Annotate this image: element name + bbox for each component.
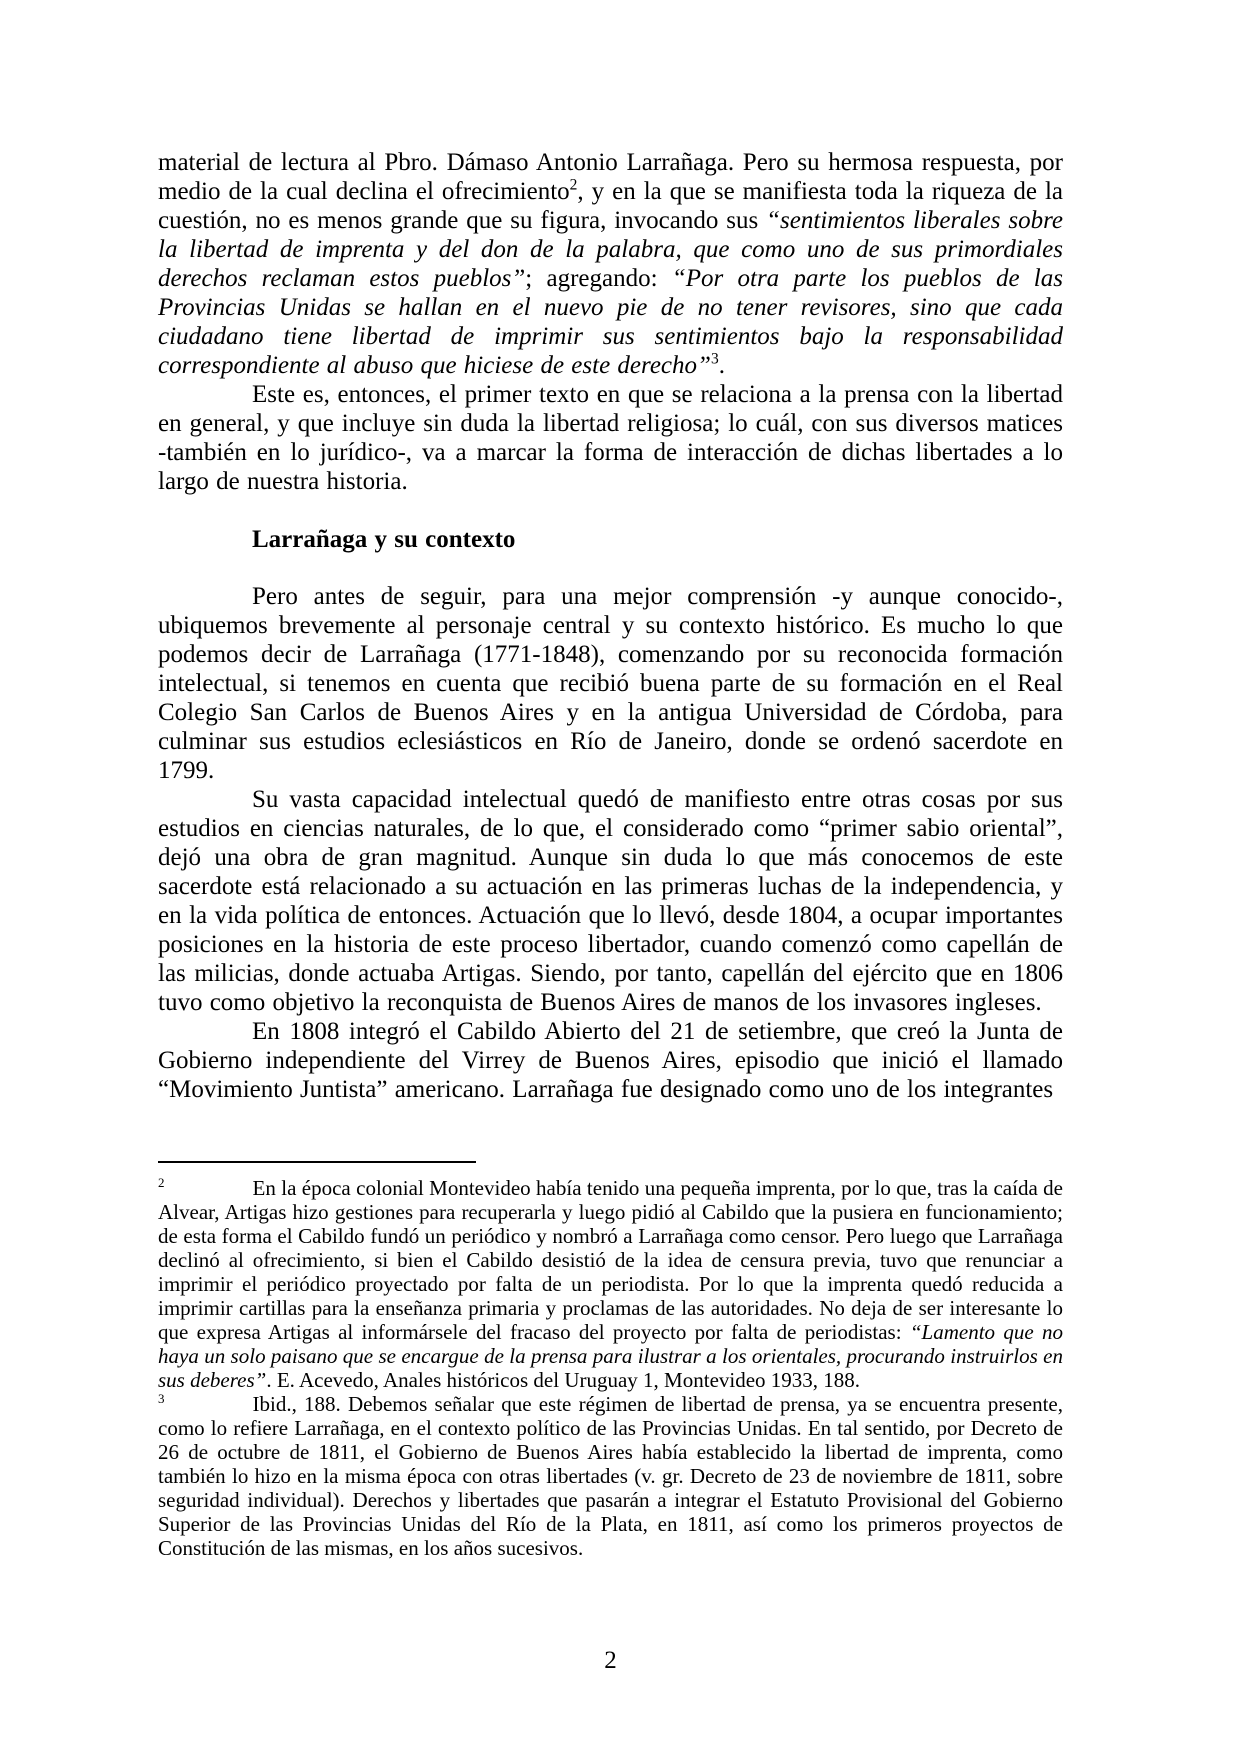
- text-segment: material de lectura al Pbro. Dámaso Antonio Larrañaga. Pero su hermosa respuesta, por medio de la cual declina el ofrecimiento: [158, 149, 1063, 205]
- footnote: [158, 1392, 1063, 1560]
- footnote-marker: 2: [158, 1175, 165, 1190]
- section-heading: Larrañaga y su contexto: [252, 526, 516, 553]
- paragraph-continuation: [158, 148, 1063, 380]
- text-segment: Pero antes de seguir, para una mejor comprensión -y aunque conocido-, ubiquemos brevemente al personaje central y su contexto histórico. Es mucho lo que podemos decir de Larrañaga (1771-1848), comenzando por su reconocida formación intelectual, si tenemos en cuenta que recibió buena parte de su formación en el Real Colegio San Carlos de Buenos Aires y en la antigua Universidad de Córdoba, para culminar sus estudios eclesiásticos en Río de Janeiro, donde se ordenó sacerdote en 1799.: [158, 583, 1063, 784]
- text-segment: “Por otra parte los pueblos de las Provincias Unidas se hallan en el nuevo pie de no tener revisores, sino que cada ciudadano tiene libertad de imprimir sus sentimientos bajo la responsabilidad correspondiente al abuso que hiciese de este derecho”: [158, 265, 1063, 379]
- footnote-marker: 3: [158, 1391, 165, 1406]
- text-segment: ; agregando:: [525, 265, 672, 292]
- main-text: [158, 148, 1063, 1104]
- text-segment: Ibid., 188. Debemos señalar que este régimen de libertad de prensa, ya se encuentra presente, como lo refiere Larrañaga, en el contexto político de las Provincias Unidas. En tal sentido, por Decreto de 26 de octubre de 1811, el Gobierno de Buenos Aires había establecido la libertad de imprenta, como también lo hizo en la misma época con otras libertades (v. gr. Decreto de 23 de noviembre de 1811, sobre seguridad individual). Derechos y libertades que pasarán a integrar el Estatuto Provisional del Gobierno Superior de las Provincias Unidas del Río de la Plata, en 1811, así como los primeros proyectos de Constitución de las mismas, en los años sucesivos.: [158, 1392, 1063, 1560]
- text-segment: Este es, entonces, el primer texto en que se relaciona a la prensa con la libertad en general, y que incluye sin duda la libertad religiosa; lo cuál, con sus diversos matices -también en lo jurídico-, va a marcar la forma de interacción de dichas libertades a lo largo de nuestra historia.: [158, 381, 1063, 495]
- text-segment: . E. Acevedo, Anales históricos del Uruguay 1, Montevideo 1933, 188.: [266, 1368, 861, 1392]
- text-segment: Su vasta capacidad intelectual quedó de manifiesto entre otras cosas por sus estudios en ciencias naturales, de lo que, el considerado como “primer sabio oriental”, dejó una obra de gran magnitud. Aunque sin duda lo que más conocemos de este sacerdote está relacionado a su actuación en las primeras luchas de la independencia, y en la vida política de entonces. Actuación que lo llevó, desde 1804, a ocupar importantes posiciones en la historia de este proceso libertador, cuando comenzó como capellán de las milicias, donde actuaba Artigas. Siendo, por tanto, capellán del ejército que en 1806 tuvo como objetivo la reconquista de Buenos Aires de manos de los invasores ingleses.: [158, 786, 1063, 1016]
- text-segment: En 1808 integró el Cabildo Abierto del 21 de setiembre, que creó la Junta de Gobierno independiente del Virrey de Buenos Aires, episodio que inició el llamado “Movimiento Juntista” americano. Larrañaga fue designado como uno de los integrantes: [158, 1018, 1063, 1103]
- footnote: [158, 1176, 1063, 1392]
- text-segment: “Lamento que no haya un solo paisano que se encargue de la prensa para ilustrar a los orientales, procurando instruirlos en sus deberes”: [158, 1320, 1063, 1392]
- footnote-separator: [158, 1161, 476, 1163]
- text-segment: .: [718, 352, 725, 379]
- paragraph: [158, 582, 1063, 785]
- text-segment: “sentimientos liberales sobre la libertad de imprenta y del don de la palabra, que como uno de sus primordiales derechos reclaman estos pueblos”: [158, 207, 1063, 292]
- footnote-reference: 3: [710, 350, 719, 368]
- paragraph: [158, 785, 1063, 1017]
- text-segment: , y en la que se manifiesta toda la riqueza de la cuestión, no es menos grande que su figura, invocando sus: [158, 178, 1064, 234]
- text-segment: En la época colonial Montevideo había tenido una pequeña imprenta, por lo que, tras la caída de Alvear, Artigas hizo gestiones para recuperarla y luego pidió al Cabildo que la pusiera en funcionamiento; de esta forma el Cabildo fundó un periódico y nombró a Larrañaga como censor. Pero luego que Larrañaga declinó al ofrecimiento, si bien el Cabildo desistió de la idea de censura previa, tuvo que renunciar a imprimir el periódico proyectado por falta de un periodista. Por lo que la imprenta quedó reducida a imprimir cartillas para la enseñanza primaria y proclamas de las autoridades. No deja de ser interesante lo que expresa Artigas al informársele del fracaso del proyecto por falta de periodistas:: [158, 1176, 1063, 1344]
- paragraph: [158, 1017, 1063, 1104]
- page-number: 2: [604, 1647, 617, 1674]
- footnotes-block: [158, 1176, 1063, 1560]
- paragraph: [158, 380, 1063, 496]
- footnote-reference: 2: [569, 176, 578, 194]
